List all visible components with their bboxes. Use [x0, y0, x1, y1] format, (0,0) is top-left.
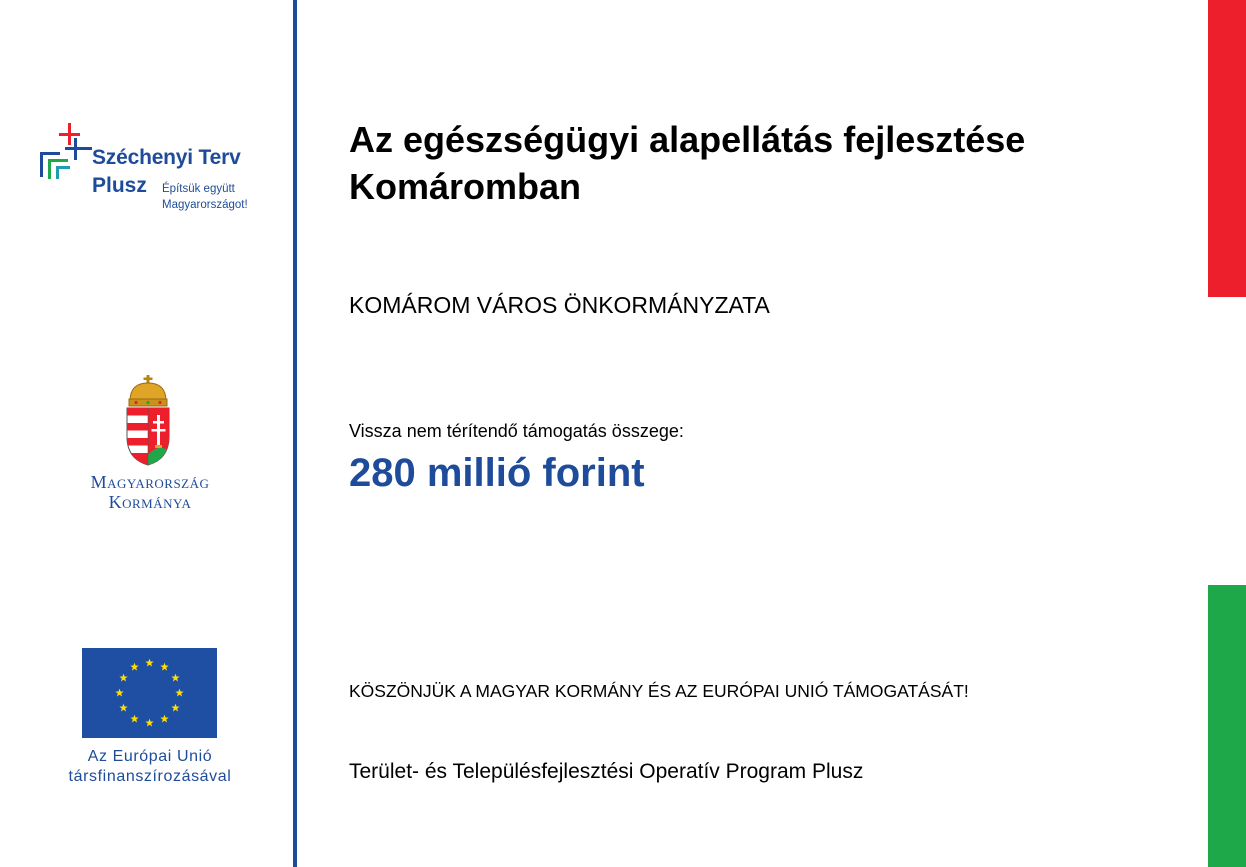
government-name [60, 472, 240, 512]
eu-caption-line2: társfinanszírozásával [68, 768, 232, 785]
support-amount-label: Vissza nem térítendő támogatás összege: [349, 421, 684, 441]
flag-stripe-green [1208, 585, 1246, 867]
hungarian-coat-of-arms-icon [122, 375, 174, 467]
szechenyi-name-line1: Széchenyi Terv [92, 146, 241, 169]
thanks-message: KÖSZÖNJÜK A MAGYAR KORMÁNY ÉS AZ EURÓPAI UNIÓ TÁMOGATÁSÁT! [349, 681, 969, 701]
eu-flag-icon [82, 648, 217, 738]
szechenyi-slogan-line1: Építsük együtt [162, 183, 235, 195]
vertical-divider [293, 0, 297, 867]
szechenyi-cross-arrows-icon [38, 123, 92, 181]
eu-caption-line1: Az Európai Unió [87, 748, 213, 765]
flag-stripe-red [1208, 0, 1246, 297]
szechenyi-slogan-line2: Magyarországot! [162, 199, 248, 211]
eu-caption [40, 747, 260, 787]
government-name-line2: Kormánya [108, 492, 192, 512]
szechenyi-slogan [162, 181, 248, 213]
program-name: Terület- és Településfejlesztési Operatív Program Plusz [349, 760, 864, 783]
support-amount-value: 280 millió forint [349, 451, 645, 495]
beneficiary-name: KOMÁROM VÁROS ÖNKORMÁNYZATA [349, 292, 770, 318]
szechenyi-terv-logo [38, 123, 278, 218]
szechenyi-name-line2: Plusz [92, 174, 147, 197]
logo-column [0, 0, 293, 867]
government-name-line1: Magyarország [90, 472, 210, 492]
project-title: Az egészségügyi alapellátás fejlesztése Komáromban [349, 119, 1026, 207]
